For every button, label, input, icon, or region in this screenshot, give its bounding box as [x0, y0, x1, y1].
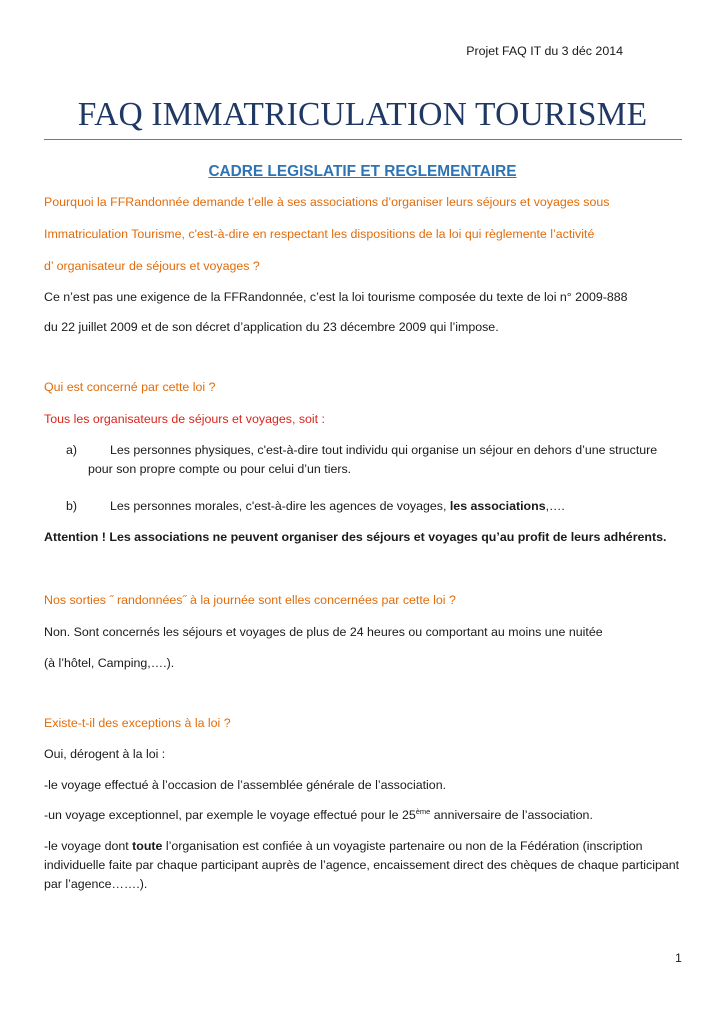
document-title: FAQ IMMATRICULATION TOURISME	[77, 96, 648, 133]
header-note: Projet FAQ IT du 3 déc 2014	[466, 44, 623, 58]
exception-2-pre: -un voyage exceptionnel, par exemple le voyage effectué pour le 25	[44, 808, 416, 822]
answer-3-line-2: (à l’hôtel, Camping,….).	[44, 656, 175, 670]
exception-3-line-3: par l’agence…….).	[44, 877, 148, 891]
answer-3-line-1: Non. Sont concernés les séjours et voyages de plus de 24 heures ou comportant au moins une nuitée	[44, 625, 603, 639]
question-1-line-2: Immatriculation Tourisme, c'est-à-dire en respectant les dispositions de la loi qui règlemente l’activité	[44, 227, 595, 241]
page-number: 1	[675, 951, 682, 965]
list-item-a	[66, 444, 657, 456]
exception-3-pre: -le voyage dont	[44, 839, 133, 853]
question-2-lead: Tous les organisateurs de séjours et voyages, soit :	[44, 412, 326, 426]
exception-2	[44, 806, 593, 822]
exception-2-post: anniversaire de l’association.	[430, 808, 593, 822]
section-heading: CADRE LEGISLATIF ET REGLEMENTAIRE	[208, 163, 517, 180]
exception-1: -le voyage effectué à l’occasion de l’assemblée générale de l’association.	[44, 778, 447, 792]
list-item-a-line-2: pour son propre compte ou pour celui d’un tiers.	[88, 462, 352, 476]
exception-3-rest: l’organisation est confiée à un voyagiste partenaire ou non de la Fédération (inscription	[162, 839, 643, 853]
list-item-a-line-1: Les personnes physiques, c'est-à-dire tout individu qui organise un séjour en dehors d’une structure	[110, 443, 658, 457]
question-3: Nos sorties ˝ randonnées˝ à la journée sont elles concernées par cette loi ?	[44, 593, 456, 607]
answer-1-line-2: du 22 juillet 2009 et de son décret d’application du 23 décembre 2009 qui l’impose.	[44, 320, 499, 334]
title-underline-rule	[44, 139, 682, 140]
exception-2-superscript: ème	[415, 806, 431, 816]
question-2: Qui est concerné par cette loi ?	[44, 380, 216, 394]
answer-4-intro: Oui, dérogent à la loi :	[44, 747, 166, 761]
list-marker-a: a)	[66, 443, 78, 457]
list-item-b-bold: les associations	[449, 499, 546, 513]
answer-1-line-1: Ce n’est pas une exigence de la FFRandonnée, c’est la loi tourisme composée du texte de loi n° 2009-888	[44, 290, 628, 304]
question-1-line-1: Pourquoi la FFRandonnée demande t’elle à ses associations d’organiser leurs séjours et voyages sous	[44, 195, 610, 209]
list-item-b-tail: ,….	[545, 499, 565, 513]
question-4: Existe-t-il des exceptions à la loi ?	[44, 716, 231, 730]
question-1-line-3: d’ organisateur de séjours et voyages ?	[44, 259, 260, 273]
exception-3-line-2: individuelle faite par chaque participant auprès de l’agence, encaissement direct des chèques de chaque participant	[44, 858, 680, 872]
list-item-b-text: Les personnes morales, c'est-à-dire les agences de voyages,	[110, 499, 450, 513]
exception-3-bold: toute	[132, 839, 163, 853]
exception-3-line-1	[44, 840, 643, 852]
list-marker-b: b)	[66, 499, 78, 513]
list-item-b	[66, 500, 565, 512]
attention-note: Attention ! Les associations ne peuvent organiser des séjours et voyages qu’au profit de leurs adhérents.	[44, 530, 667, 544]
